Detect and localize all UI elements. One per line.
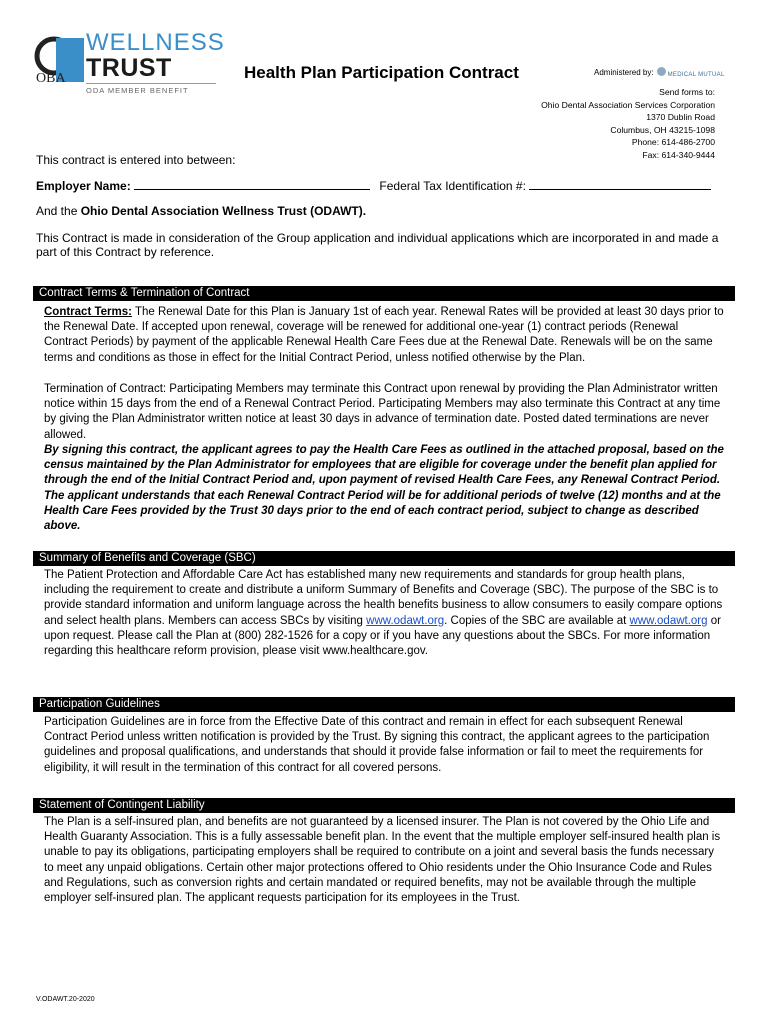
section-header-sbc: Summary of Benefits and Coverage (SBC)	[33, 551, 735, 566]
sbc-paragraph	[44, 568, 724, 659]
employer-name-field[interactable]	[134, 179, 370, 190]
administered-by	[594, 67, 725, 78]
employer-row	[36, 179, 711, 193]
section-header-participation: Participation Guidelines	[33, 697, 735, 712]
employer-label: Employer Name:	[36, 179, 131, 193]
send-to-label: Send forms to:	[659, 87, 715, 97]
administered-by-name: MEDICAL MUTUAL	[667, 72, 725, 78]
send-to-phone: Phone: 614-486-2700	[631, 137, 715, 148]
send-to-fax: Fax: 614-340-9444	[642, 149, 715, 160]
odawt-link-2[interactable]: www.odawt.org	[629, 614, 708, 627]
contract-terms-text: The Renewal Date for this Plan is January 1st of each year. Renewal Rates will be provided at least 30 days prior to the Renewal Date. If accepted upon renewal, coverage will be renewed for additional one-year (1) contract periods (Renewal Contract Periods) by payment of the applicable Renewal Health Care Fees due at the Renewal Date. Renewals will be on the same terms and conditions as those in effect for the Initial Contract Period, unless notified otherwise by the Plan.	[44, 306, 724, 364]
wellness-trust-logo	[34, 30, 234, 102]
send-to-city: Columbus, OH 43215-1098	[610, 124, 715, 135]
contract-terms-paragraph	[44, 305, 724, 366]
administered-label: Administered by:	[594, 68, 654, 77]
form-version-footer: V.ODAWT.20-2020	[36, 996, 95, 1003]
oba-logo-icon	[34, 30, 86, 86]
signing-agreement-paragraph: By signing this contract, the applicant agrees to pay the Health Care Fees as outlined in the attached proposal, based on the census maintained by the Plan Administrator for employees that are eligible for coverage under the benefit plan applied for through the end of the Initial Contract Period and, upon payment of revised Health Care Fees, any Renewal Contract Period. The applicant understands that each Renewal Contract Period will be for additional periods of twelve (12) months and at the Health Care Fees provided by the Trust 30 days prior to the end of each contract period, subject to change as described above.	[44, 444, 724, 533]
medical-mutual-logo	[657, 67, 725, 78]
odawt-org-name: Ohio Dental Association Wellness Trust (ODAWT).	[80, 204, 367, 218]
logo-wellness-text: WELLNESS	[86, 29, 225, 56]
tax-id-field[interactable]	[529, 179, 711, 190]
sbc-text-2: . Copies of the SBC are available at	[444, 614, 627, 627]
consideration-text: This Contract is made in consideration of the Group application and individual applications which are incorporated in and made a part of this Contract by reference.	[36, 231, 719, 259]
logo-divider	[86, 83, 216, 84]
logo-trust-text: TRUST	[86, 54, 172, 82]
medical-mutual-icon	[657, 67, 666, 76]
send-to-street: 1370 Dublin Road	[646, 112, 715, 123]
send-to-org: Ohio Dental Association Services Corporation	[541, 99, 715, 110]
logo-subtitle: ODA MEMBER BENEFIT	[86, 86, 189, 95]
contract-terms-label: Contract Terms:	[44, 306, 132, 318]
participation-paragraph: Participation Guidelines are in force from the Effective Date of this contract and remain in effect for each subsequent Renewal Contract Period unless written notification is provided by the Trust. By signing this contract, the applicant agrees to the participation guidelines and proposal qualifications, and understands that should it provide false information or fail to meet the requirements for eligibility, it will result in the termination of this contract for all covered persons.	[44, 716, 710, 774]
odawt-link-1[interactable]: www.odawt.org	[366, 614, 445, 627]
termination-paragraph: Termination of Contract: Participating Members may terminate this Contract upon renewal by providing the Plan Administrator written notice within 15 days from the end of a Renewal Contract Period. Participating Members may also terminate this Contract at any time by giving the Plan Administrator written notice at least 30 days in advance of termination date. Posted dated terminations are never allowed.	[44, 383, 721, 441]
section-header-contract: Contract Terms & Termination of Contract	[33, 286, 735, 301]
sbc-text-1: The Patient Protection and Affordable Care Act has established many new requirements and standards for group health plans, including the requirement to create and distribute a uniform Summary of Benefits and Coverage (SBC). The purpose of the SBC is to provide standard information and uniform language across the health benefits business to allow consumers to easily compare options and select health plans. Members can access SBCs by visiting	[44, 569, 723, 627]
logo-mark-letters: OBA	[36, 71, 66, 86]
and-the-prefix: And the	[36, 204, 78, 218]
odawt-line	[36, 204, 366, 218]
page-title: Health Plan Participation Contract	[244, 63, 519, 82]
liability-paragraph: The Plan is a self-insured plan, and benefits are not guaranteed by a licensed insurer. The Plan is not covered by the Ohio Life and Health Guaranty Association. This is a fully assessable benefit plan. In the event that the multiple employer self-insured health plan is unable to pay its obligations, participating employers shall be required to contribute on a joint and several basis the funds necessary to meet any unpaid obligations. Certain other major protections offered to Ohio residents under the Ohio Insurance Code and Rules and Regulations, such as conversion rights and certain mandated or required benefits, may not be available through the multiple employer self-insured plan. The applicant requests participation for its employees in the Trust.	[44, 816, 721, 905]
intro-text: This contract is entered into between:	[36, 153, 236, 167]
tax-id-label: Federal Tax Identification #:	[379, 179, 526, 193]
send-forms-address	[541, 86, 715, 162]
sbc-text-3: or upon request. Please call the Plan at (800) 282-1526 for a copy or if you have any questions about the SBCs. For more information regarding this healthcare reform provision, please visit www.healthcare.gov.	[44, 614, 721, 658]
section-header-liability: Statement of Contingent Liability	[33, 798, 735, 813]
